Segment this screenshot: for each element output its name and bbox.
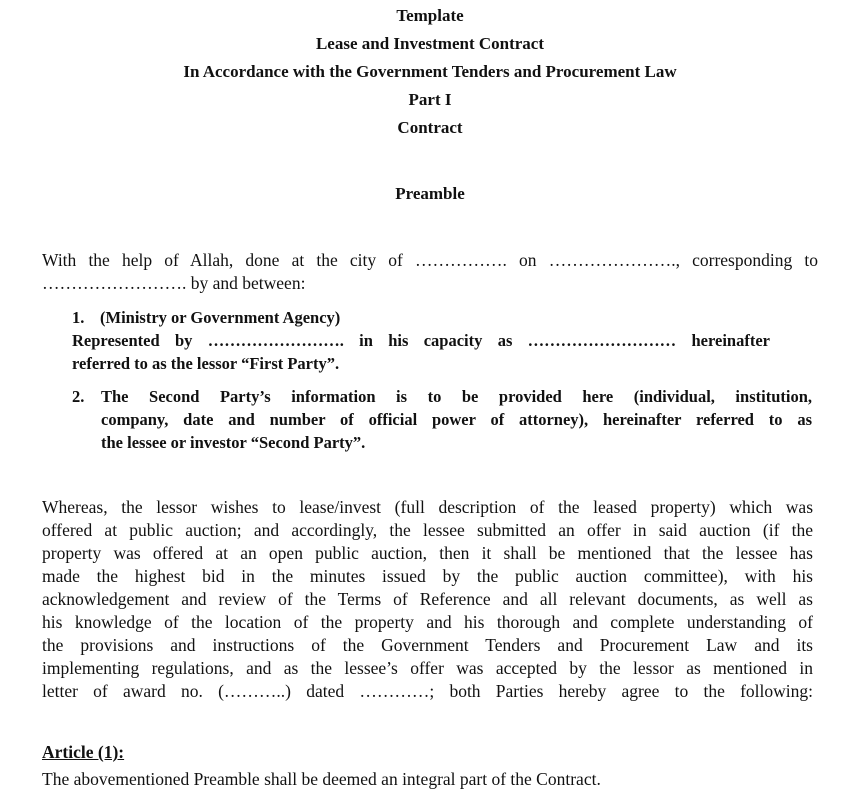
whereas-line: letter of award no. (………..) dated …………; both Parties hereby agree to the following: [42,681,813,701]
part-heading: Part I [408,90,452,109]
whereas-line: the provisions and instructions of the Government Tenders and Procurement Law and its [42,635,813,655]
article-1-text: The abovementioned Preamble shall be deemed an integral part of the Contract. [42,769,601,789]
intro-paragraph [42,249,818,295]
contract-subtitle: In Accordance with the Government Tenders and Procurement Law [183,62,677,81]
whereas-line: his knowledge of the location of the property and his thorough and complete understanding of [42,612,813,632]
intro-line: With the help of Allah, done at the city of ……………. on …………………., corresponding to [42,250,818,270]
whereas-line: acknowledgement and review of the Terms of Reference and all relevant documents, as well as [42,589,813,609]
list-number: 1. [72,308,85,327]
template-heading: Template [396,6,464,25]
party-one-represented: Represented by ……………………. in his capacity as ……………………… hereinafter [72,331,770,350]
party-two-line: The Second Party’s information is to be provided here (individual, institution, [101,387,812,406]
preamble-heading: Preamble [395,184,465,203]
party-two-line: company, date and number of official power of attorney), hereinafter referred to as [101,410,812,429]
party-one-referred: referred to as the lessor “First Party”. [72,354,340,373]
whereas-line: Whereas, the lessor wishes to lease/invest (full description of the leased property) which was [42,497,813,517]
party-one-name: (Ministry or Government Agency) [100,308,341,327]
whereas-line: property was offered at an open public auction, then it shall be mentioned that the lessee has [42,543,813,563]
contract-heading: Contract [397,118,463,137]
article-1-heading: Article (1): [42,742,125,762]
contract-title: Lease and Investment Contract [315,34,545,53]
party-two-line: the lessee or investor “Second Party”. [101,433,366,452]
list-number: 2. [72,387,85,406]
intro-line: ……………………. by and between: [42,273,306,293]
whereas-paragraph [42,496,813,703]
whereas-line: made the highest bid in the minutes issued by the public auction committee), with his [42,566,813,586]
whereas-line: implementing regulations, and as the lessee’s offer was accepted by the lessor as mentioned in [42,658,813,678]
whereas-line: offered at public auction; and accordingly, the lessee submitted an offer in said auction (if the [42,520,813,540]
